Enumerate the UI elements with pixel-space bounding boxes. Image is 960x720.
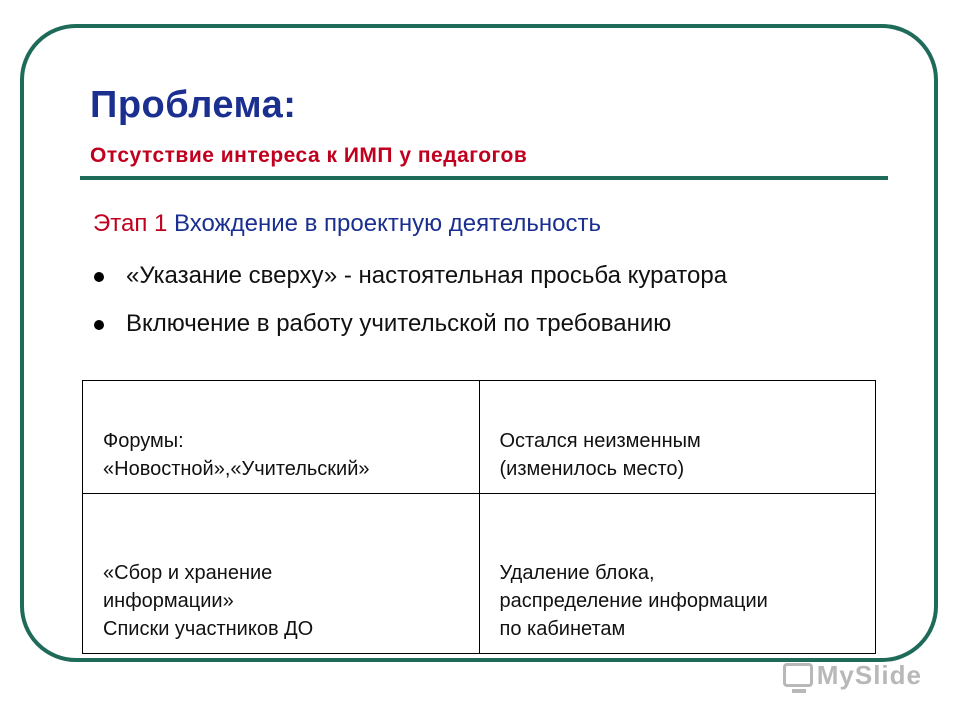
table-cell [83,381,480,494]
table-cell [479,381,876,494]
cell-text: Форумы: «Новостной»,«Учительский» [103,429,370,480]
watermark-text: MySlide [816,659,922,690]
stage-heading [93,210,601,238]
bullet-list [90,260,870,356]
table-cell [83,493,480,653]
bullet-text: «Указание сверху» - настоятельная просьба куратора [126,262,728,289]
table-row [83,493,876,653]
title-divider [80,176,888,180]
bullet-item [90,260,870,292]
cell-text: «Сбор и хранение информации» Списки участников ДО [103,562,314,640]
cell-text: Остался неизменным (изменилось место) [499,429,701,480]
slide-subtitle: Отсутствие интереса к ИМП у педагогов [90,144,528,167]
presentation-board-icon [783,663,813,687]
watermark [783,658,922,692]
table-row [83,381,876,494]
bullet-dot-icon [94,320,104,330]
stage-text: Вхождение в проектную деятельность [167,210,602,237]
slide-title: Проблема: [90,84,297,126]
cell-text: Удаление блока, распределение информации по кабинетам [499,562,768,640]
stage-number: Этап 1 [93,210,168,237]
bullet-item [90,308,870,340]
bullet-text: Включение в работу учительской по требованию [126,310,672,337]
comparison-table [82,380,876,654]
bullet-dot-icon [94,272,104,282]
table-cell [479,493,876,653]
